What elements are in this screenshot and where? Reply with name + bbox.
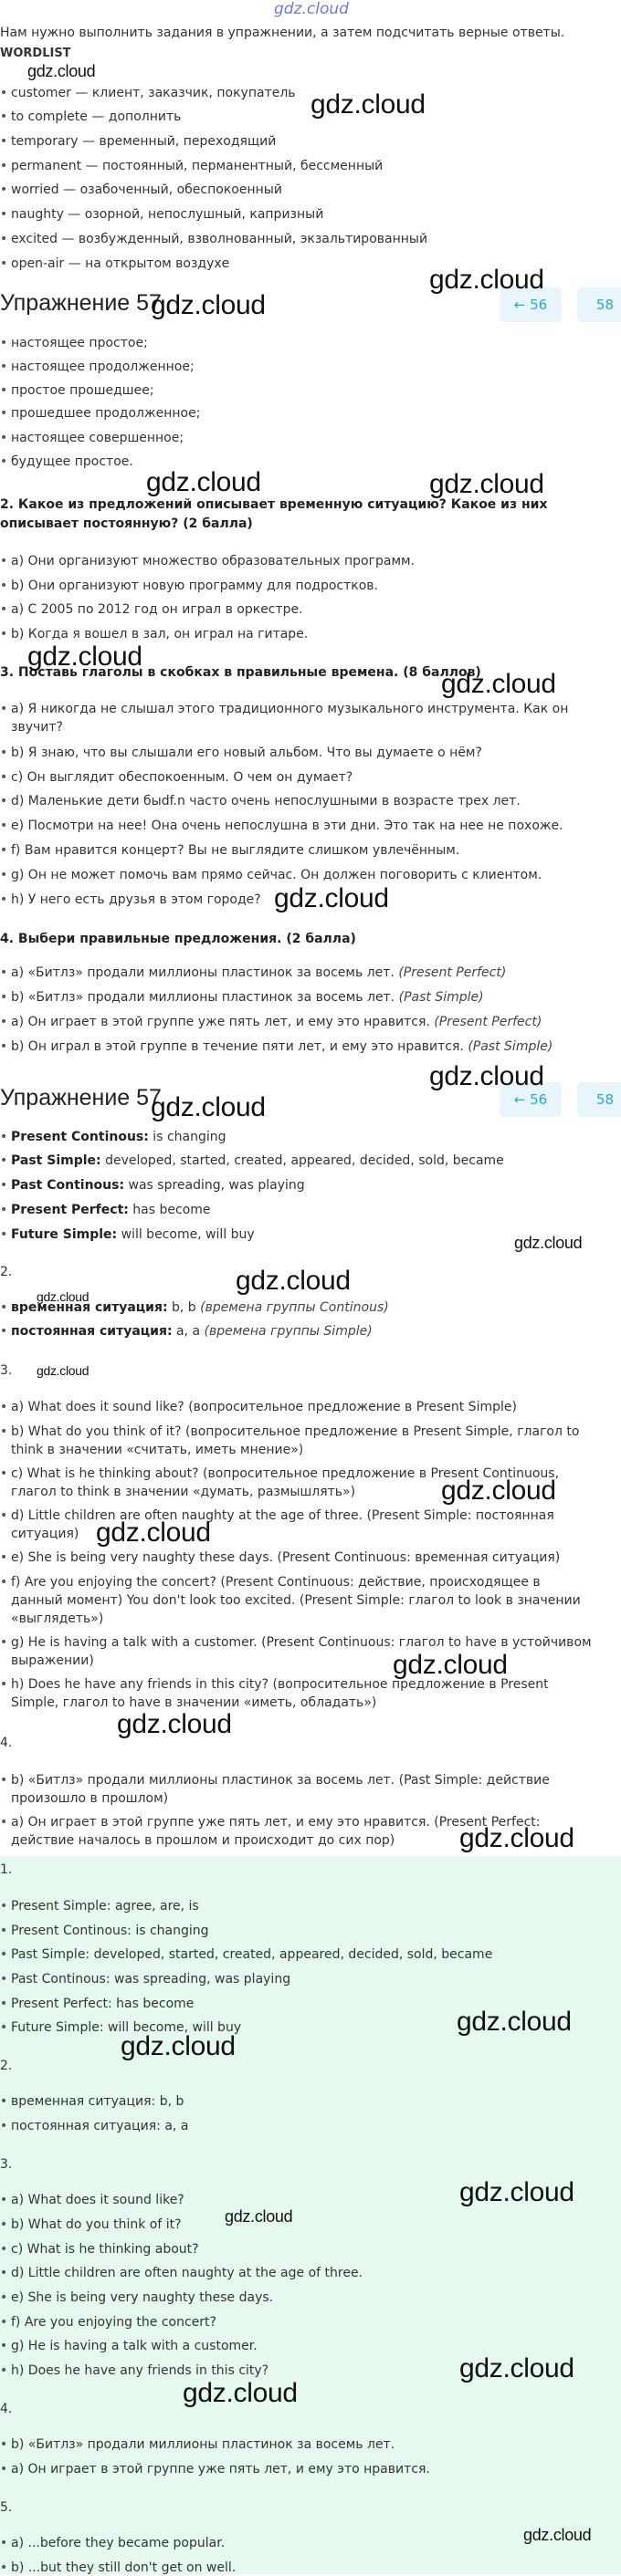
watermark: gdz.cloud bbox=[459, 2177, 574, 2207]
answer-item: • e) She is being very naughty these days. bbox=[11, 2289, 273, 2306]
answer-item: • c) What is he thinking about? bbox=[11, 2241, 199, 2258]
watermark: gdz.cloud bbox=[225, 2207, 293, 2226]
watermark: gdz.cloud bbox=[96, 1517, 211, 1548]
answer-item: • постоянная ситуация: a, a (времена группы Simple) bbox=[11, 1323, 373, 1340]
q4-item: • a) Он играет в этой группе уже пять лет, и ему это нравится. (Present Perfect) bbox=[11, 1014, 542, 1030]
answer-item: • g) He is having a talk with a customer. (Present Continuous: глагол to have в устойчивом выражении) bbox=[11, 1633, 595, 1670]
prev-exercise-button[interactable]: ← 56 bbox=[500, 287, 562, 322]
tense-item: • настоящее совершенное; bbox=[11, 430, 184, 446]
q2-item: • a) Они организуют множество образовательных программ. bbox=[11, 553, 415, 569]
exercise-title: Упражнение 57 bbox=[0, 1085, 162, 1111]
wordlist-item: • customer — клиент, заказчик, покупатель bbox=[11, 85, 296, 101]
tense-item: • прошедшее продолженное; bbox=[11, 405, 200, 422]
answer-item: • e) She is being very naughty these days. (Present Continuous: временная ситуация) bbox=[11, 1549, 595, 1566]
q3-item: • e) Посмотри на нее! Она очень непослушна в эти дни. Это так на нее не похоже. bbox=[11, 818, 563, 834]
watermark: gdz.cloud bbox=[441, 669, 556, 699]
question-2: 2. Какое из предложений описывает временную ситуацию? Какое из них описывает постоянную? (2 балла) bbox=[0, 497, 548, 531]
q3-item: • g) Он не может помочь вам прямо сейчас. Он должен поговорить с клиентом. bbox=[11, 867, 542, 883]
answer-item: • f) Are you enjoying the concert? bbox=[11, 2314, 216, 2331]
answer-item: • g) He is having a talk with a customer. bbox=[11, 2338, 258, 2354]
next-exercise-button[interactable]: 58 bbox=[577, 1082, 621, 1117]
watermark: gdz.cloud bbox=[429, 265, 544, 295]
arrow-left-icon: ← bbox=[513, 1091, 531, 1108]
prev-exercise-button[interactable]: ← 56 bbox=[500, 1082, 562, 1117]
answer-item: • h) Does he have any friends in this city? (вопросительное предложение в Present Simple, глагол to have в значении «иметь, обладать») bbox=[11, 1675, 595, 1712]
answer-item: • b) «Битлз» продали миллионы пластинок за восемь лет. (Past Simple: действие произошло в прошлом) bbox=[11, 1771, 595, 1808]
next-exercise-button[interactable]: 58 bbox=[577, 287, 621, 322]
watermark: gdz.cloud bbox=[183, 2378, 298, 2408]
watermark: gdz.cloud bbox=[151, 1092, 266, 1122]
watermark: gdz.cloud bbox=[27, 62, 96, 80]
wordlist-item: • open-air — на открытом воздухе bbox=[11, 256, 229, 272]
wordlist-item: • temporary — временный, переходящий bbox=[11, 133, 276, 150]
q2-item: • b) Они организуют новую программу для подростков. bbox=[11, 578, 378, 594]
tense-item: • настоящее продолженное; bbox=[11, 359, 195, 375]
question-3: 3. Поставь глаголы в скобках в правильные времена. (8 баллов) bbox=[0, 665, 481, 680]
answer-item: • b) «Битлз» продали миллионы пластинок за восемь лет. bbox=[11, 2436, 395, 2453]
q4-item: • a) «Битлз» продали миллионы пластинок за восемь лет. (Present Perfect) bbox=[11, 965, 506, 981]
answer-item: • Present Perfect: has become bbox=[11, 1996, 194, 2012]
watermark: gdz.cloud bbox=[37, 1289, 89, 1304]
answer-item: • Past Continous: was spreading, was playing bbox=[11, 1971, 290, 1987]
answer-item: • a) What does it sound like? (вопросительное предложение в Present Simple) bbox=[11, 1399, 595, 1415]
watermark: gdz.cloud bbox=[523, 2526, 592, 2544]
watermark: gdz.cloud bbox=[459, 1823, 574, 1853]
watermark: gdz.cloud bbox=[151, 290, 266, 320]
section-number: 3. bbox=[0, 2157, 13, 2172]
watermark: gdz.cloud bbox=[459, 2353, 574, 2383]
answer-item: • a) Он играет в этой группе уже пять лет, и ему это нравится. (Present Perfect: действие началось в прошлом и происходит до сих пор) bbox=[11, 1813, 595, 1850]
watermark: gdz.cloud bbox=[121, 2031, 236, 2061]
answer-item: • временная ситуация: b, b (времена группы Continous) bbox=[11, 1299, 389, 1316]
question-4: 4. Выбери правильные предложения. (2 балла) bbox=[0, 932, 356, 946]
watermark: gdz.cloud bbox=[310, 89, 426, 120]
tense-item: • будущее простое. bbox=[11, 454, 133, 470]
watermark: gdz.cloud bbox=[429, 469, 544, 499]
intro-text: Нам нужно выполнить задания в упражнении, а затем подсчитать верные ответы. bbox=[0, 26, 565, 40]
arrow-left-icon: ← bbox=[513, 297, 531, 313]
watermark: gdz.cloud bbox=[37, 1363, 89, 1378]
section-number: 4. bbox=[0, 1736, 13, 1750]
q3-item: • b) Я знаю, что вы слышали его новый альбом. Что вы думаете о нём? bbox=[11, 745, 482, 761]
answer-item: • b) ...but they still don't get on well. bbox=[11, 2560, 236, 2576]
answer-item: • Future Simple: will become, will buy bbox=[11, 1226, 255, 1243]
wordlist-item: • to complete — дополнить bbox=[11, 109, 181, 125]
watermark: gdz.cloud bbox=[146, 467, 261, 497]
watermark: gdz.cloud bbox=[27, 641, 142, 672]
q4-item: • b) Он играл в этой группе в течение пяти лет, и ему это нравится. (Past Simple) bbox=[11, 1038, 553, 1055]
wordlist-item: • naughty — озорной, непослушный, капризный bbox=[11, 206, 323, 223]
q2-item: • b) Когда я вошел в зал, он играл на гитаре. bbox=[11, 626, 308, 642]
wordlist-item: • worried — озабоченный, обеспокоенный bbox=[11, 182, 282, 198]
section-number: 2. bbox=[0, 1265, 13, 1279]
q4-item: • b) «Битлз» продали миллионы пластинок за восемь лет. (Past Simple) bbox=[11, 989, 484, 1006]
watermark: gdz.cloud bbox=[429, 1061, 544, 1091]
q3-item: • h) У него есть друзья в этом городе? bbox=[11, 892, 261, 908]
section-number: 4. bbox=[0, 2402, 13, 2416]
q3-item: • d) Маленькие дети быdf.n часто очень непослушными в возрасте трех лет. bbox=[11, 793, 521, 809]
answer-item: • Present Perfect: has become bbox=[11, 1202, 211, 1218]
answer-item: • c) What is he thinking about? (вопросительное предложение в Present Continuous, глагол to think в значении «думать, размышлять») bbox=[11, 1465, 595, 1501]
q3-item: • f) Вам нравится концерт? Вы не выглядите слишком увлечённым. bbox=[11, 842, 459, 859]
answer-item: • f) Are you enjoying the concert? (Present Continuous: действие, происходящее в данный момент) You don't look too excited. (Present Simple: глагол to look в значении «выглядеть») bbox=[11, 1573, 595, 1628]
section-number: 1. bbox=[0, 1862, 13, 1877]
wordlist-item: • excited — возбужденный, взволнованный, экзальтированный bbox=[11, 231, 427, 247]
watermark: gdz.cloud bbox=[514, 1234, 583, 1252]
answer-item: • d) Little children are often naughty at the age of three. (Present Simple: постоянная ситуация) bbox=[11, 1507, 595, 1543]
answer-item: • Past Continous: was spreading, was playing bbox=[11, 1177, 305, 1194]
q3-item: • a) Я никогда не слышал этого традиционного музыкального инструмента. Как он звучит? bbox=[11, 700, 595, 736]
section-number: 2. bbox=[0, 2059, 13, 2073]
answer-item: • h) Does he have any friends in this city? bbox=[11, 2362, 268, 2379]
answer-item: • Future Simple: will become, will buy bbox=[11, 2019, 241, 2036]
watermark: gdz.cloud bbox=[457, 2007, 572, 2037]
tense-item: • настоящее простое; bbox=[11, 335, 148, 351]
watermark: gdz.cloud bbox=[274, 883, 389, 913]
watermark: gdz.cloud bbox=[236, 1266, 351, 1296]
answer-item: • a) What does it sound like? bbox=[11, 2192, 184, 2208]
watermark: gdz.cloud bbox=[393, 1650, 508, 1680]
answer-item: • b) What do you think of it? bbox=[11, 2216, 182, 2233]
watermark: gdz.cloud bbox=[117, 1709, 232, 1739]
watermark: gdz.cloud bbox=[441, 1476, 556, 1506]
answer-item: • a) Он играет в этой группе уже пять лет, и ему это нравится. bbox=[11, 2461, 430, 2477]
answer-item: • Past Simple: developed, started, created, appeared, decided, sold, became bbox=[11, 1946, 492, 1963]
answer-item: • a) ...before they became popular. bbox=[11, 2535, 225, 2551]
answer-item: • временная ситуация: b, b bbox=[11, 2093, 184, 2110]
answer-item: • d) Little children are often naughty at the age of three. bbox=[11, 2265, 363, 2281]
section-number: 3. bbox=[0, 1363, 13, 1378]
answer-item: • постоянная ситуация: a, a bbox=[11, 2118, 188, 2134]
answer-item: • Present Continous: is changing bbox=[11, 1129, 226, 1145]
answer-item: • Present Continous: is changing bbox=[11, 1923, 209, 1939]
exercise-title: Упражнение 57 bbox=[0, 290, 162, 316]
site-logo[interactable]: gdz.cloud bbox=[274, 0, 349, 18]
answer-item: • Past Simple: developed, started, created, appeared, decided, sold, became bbox=[11, 1152, 504, 1169]
section-number: 5. bbox=[0, 2500, 13, 2515]
q3-item: • c) Он выглядит обеспокоенным. О чем он думает? bbox=[11, 769, 353, 786]
wordlist-item: • permanent — постоянный, перманентный, бессменный bbox=[11, 158, 383, 174]
answer-item: • b) What do you think of it? (вопросительное предложение в Present Simple, глагол to think в значении «считать, иметь мнение») bbox=[11, 1423, 595, 1459]
answer-item: • Present Simple: agree, are, is bbox=[11, 1898, 199, 1914]
tense-item: • простое прошедшее; bbox=[11, 382, 154, 399]
q2-item: • a) С 2005 по 2012 год он играл в оркестре. bbox=[11, 601, 303, 618]
wordlist-heading: WORDLIST bbox=[0, 47, 71, 60]
